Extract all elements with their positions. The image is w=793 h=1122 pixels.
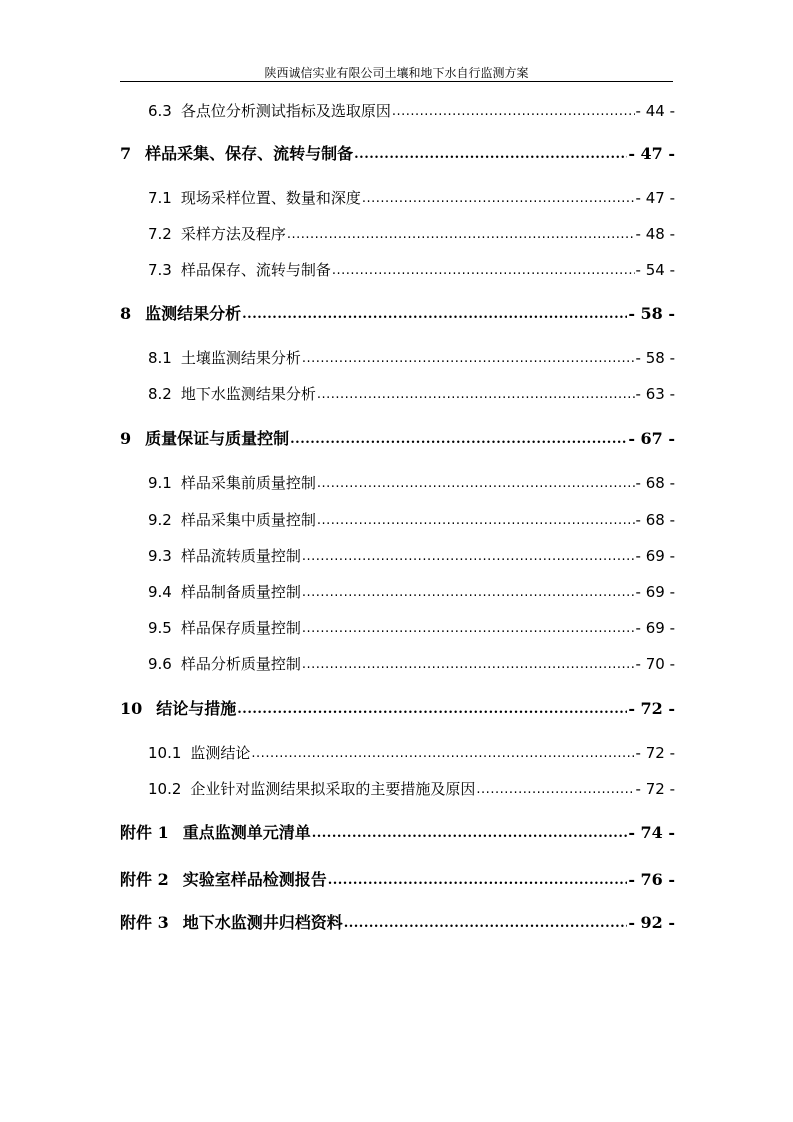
toc-dot-leader [312, 821, 628, 845]
toc-entry-page: - 63 - [635, 385, 675, 403]
toc-dot-leader [290, 427, 627, 451]
toc-entry-page: - 58 - [628, 304, 675, 323]
toc-entry-page: - 74 - [628, 823, 675, 842]
toc-dot-leader [328, 868, 628, 892]
toc-dot-leader [302, 616, 635, 640]
toc-entry-page: - 48 - [635, 225, 675, 243]
toc-entry-page: - 47 - [635, 189, 675, 207]
toc-entry-number: 10.2 [148, 780, 182, 798]
toc-entry-page: - 67 - [628, 429, 675, 448]
toc-entry-number: 9.4 [148, 583, 172, 601]
toc-entry-number: 10.1 [148, 744, 182, 762]
toc-entry-title: 结论与措施 [156, 699, 237, 718]
toc-dot-leader [302, 346, 635, 370]
toc-dot-leader [287, 222, 635, 246]
toc-entry-title: 样品采集、保存、流转与制备 [145, 144, 354, 163]
toc-entry-title: 采样方法及程序 [180, 225, 286, 243]
toc-dot-leader [302, 580, 635, 604]
toc-entry-number: 7 [120, 144, 132, 163]
toc-entry-page: - 47 - [628, 144, 675, 163]
toc-entry[interactable] [148, 383, 675, 407]
toc-dot-leader [392, 99, 635, 123]
toc-entry-title: 样品采集中质量控制 [180, 511, 316, 529]
toc-entry-title: 监测结论 [190, 744, 251, 762]
toc-entry-page: - 69 - [635, 547, 675, 565]
toc-dot-leader [344, 911, 628, 935]
toc-entry-title: 现场采样位置、数量和深度 [180, 189, 361, 207]
toc-entry-title: 地下水监测井归档资料 [182, 913, 343, 932]
toc-entry-number: 9.5 [148, 619, 172, 637]
toc-dot-leader [362, 186, 635, 210]
toc-dot-leader [332, 258, 635, 282]
toc-entry-number: 附件 2 [120, 870, 169, 889]
toc-dot-leader [237, 697, 627, 721]
toc-entry-page: - 72 - [635, 744, 675, 762]
toc-dot-leader [302, 544, 635, 568]
toc-entry[interactable] [148, 653, 675, 677]
page-header: 陕西诚信实业有限公司土壤和地下水自行监测方案 [264, 66, 529, 80]
toc-entry-title: 各点位分析测试指标及选取原因 [180, 102, 391, 120]
toc-entry-number: 9 [120, 429, 132, 448]
toc-entry-number: 10 [120, 699, 143, 718]
toc-entry-page: - 68 - [635, 474, 675, 492]
toc-entry[interactable] [148, 259, 675, 283]
toc-entry-title: 样品保存、流转与制备 [180, 261, 331, 279]
toc-entry-title: 监测结果分析 [145, 304, 242, 323]
toc-entry-page: - 54 - [635, 261, 675, 279]
toc-entry-number: 8.2 [148, 385, 172, 403]
toc-entry[interactable] [148, 509, 675, 533]
toc-entry-number: 6.3 [148, 102, 172, 120]
toc-dot-leader [242, 302, 627, 326]
toc-entry[interactable] [148, 100, 675, 124]
toc-entry-title: 企业针对监测结果拟采取的主要措施及原因 [190, 780, 476, 798]
toc-entry-number: 9.3 [148, 547, 172, 565]
toc-entry-number: 7.3 [148, 261, 172, 279]
toc-entry-number: 7.1 [148, 189, 172, 207]
toc-entry-page: - 69 - [635, 583, 675, 601]
toc-entry-page: - 70 - [635, 655, 675, 673]
toc-entry[interactable] [120, 822, 675, 846]
toc-dot-leader [317, 508, 635, 532]
toc-entry-title: 土壤监测结果分析 [180, 349, 301, 367]
toc-entry-title: 实验室样品检测报告 [182, 870, 327, 889]
toc-dot-leader [354, 142, 627, 166]
toc-entry[interactable] [120, 428, 675, 452]
toc-entry[interactable] [148, 472, 675, 496]
toc-entry-title: 样品制备质量控制 [180, 583, 301, 601]
toc-entry-title: 样品采集前质量控制 [180, 474, 316, 492]
toc-entry-page: - 72 - [628, 699, 675, 718]
toc-entry[interactable] [120, 143, 675, 167]
toc-entry-number: 附件 3 [120, 913, 169, 932]
toc-entry-page: - 72 - [635, 780, 675, 798]
toc-entry[interactable] [120, 303, 675, 327]
toc-entry-number: 9.6 [148, 655, 172, 673]
toc-entry[interactable] [148, 617, 675, 641]
toc-entry[interactable] [148, 187, 675, 211]
toc-entry-number: 附件 1 [120, 823, 169, 842]
toc-entry-number: 9.1 [148, 474, 172, 492]
toc-entry-title: 样品流转质量控制 [180, 547, 301, 565]
toc-entry[interactable] [120, 698, 675, 722]
toc-dot-leader [251, 741, 634, 765]
toc-entry-number: 7.2 [148, 225, 172, 243]
toc-dot-leader [476, 777, 634, 801]
toc-entry-title: 重点监测单元清单 [182, 823, 311, 842]
toc-entry-page: - 92 - [628, 913, 675, 932]
toc-entry-number: 9.2 [148, 511, 172, 529]
toc-entry-title: 样品分析质量控制 [180, 655, 301, 673]
toc-entry-number: 8.1 [148, 349, 172, 367]
toc-entry-number: 8 [120, 304, 132, 323]
toc-entry-page: - 58 - [635, 349, 675, 367]
toc-entry[interactable] [148, 581, 675, 605]
toc-dot-leader [317, 382, 635, 406]
toc-dot-leader [317, 471, 635, 495]
toc-dot-leader [302, 652, 635, 676]
toc-entry[interactable] [148, 742, 675, 766]
toc-entry-page: - 76 - [628, 870, 675, 889]
toc-entry-title: 样品保存质量控制 [180, 619, 301, 637]
toc-entry-title: 质量保证与质量控制 [145, 429, 290, 448]
toc-entry[interactable] [120, 869, 675, 893]
toc-entry-page: - 68 - [635, 511, 675, 529]
toc-entry[interactable] [148, 545, 675, 569]
toc-entry-page: - 69 - [635, 619, 675, 637]
toc-entry[interactable] [148, 347, 675, 371]
toc-entry[interactable] [148, 778, 675, 802]
toc-entry[interactable] [120, 912, 675, 936]
toc-entry-page: - 44 - [635, 102, 675, 120]
toc-entry[interactable] [148, 223, 675, 247]
toc-entry-title: 地下水监测结果分析 [180, 385, 316, 403]
